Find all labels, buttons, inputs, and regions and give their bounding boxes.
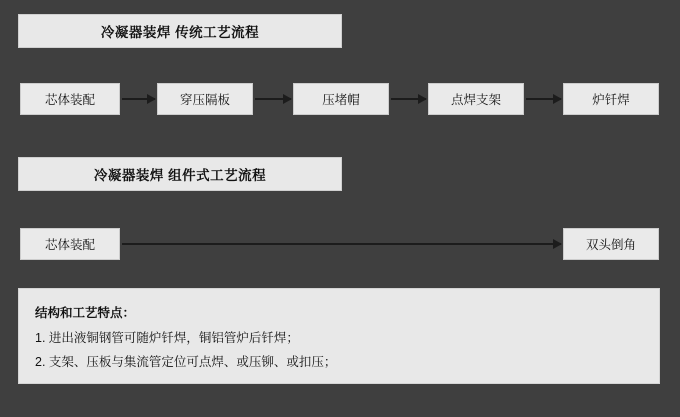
flow-arrow-2 bbox=[255, 98, 291, 100]
note-item-1: 1. 进出液铜钢管可随炉钎焊，铜铝管炉后钎焊； bbox=[35, 331, 299, 345]
section-title-traditional: 冷凝器装焊 传统工艺流程 bbox=[18, 14, 342, 48]
flow-arrow-modular bbox=[122, 243, 561, 245]
flow-node-core-assembly-modular[interactable]: 芯体装配 bbox=[20, 228, 120, 260]
flow-arrow-3 bbox=[391, 98, 426, 100]
flow-node-through-plate[interactable]: 穿压隔板 bbox=[157, 83, 253, 115]
flow-node-double-chamfer[interactable]: 双头倒角 bbox=[563, 228, 659, 260]
section-title-modular: 冷凝器装焊 组件式工艺流程 bbox=[18, 157, 342, 191]
notes-title: 结构和工艺特点： bbox=[35, 306, 136, 320]
flow-node-spot-weld-bracket[interactable]: 点焊支架 bbox=[428, 83, 524, 115]
flow-node-press-cap[interactable]: 压堵帽 bbox=[293, 83, 389, 115]
notes-panel bbox=[18, 288, 660, 384]
flow-arrow-4 bbox=[526, 98, 561, 100]
flow-arrow-1 bbox=[122, 98, 155, 100]
note-item-2: 2. 支架、压板与集流管定位可点焊、或压铆、或扣压； bbox=[35, 355, 337, 369]
flow-node-furnace-braze[interactable]: 炉钎焊 bbox=[563, 83, 659, 115]
flow-node-core-assembly-traditional[interactable]: 芯体装配 bbox=[20, 83, 120, 115]
